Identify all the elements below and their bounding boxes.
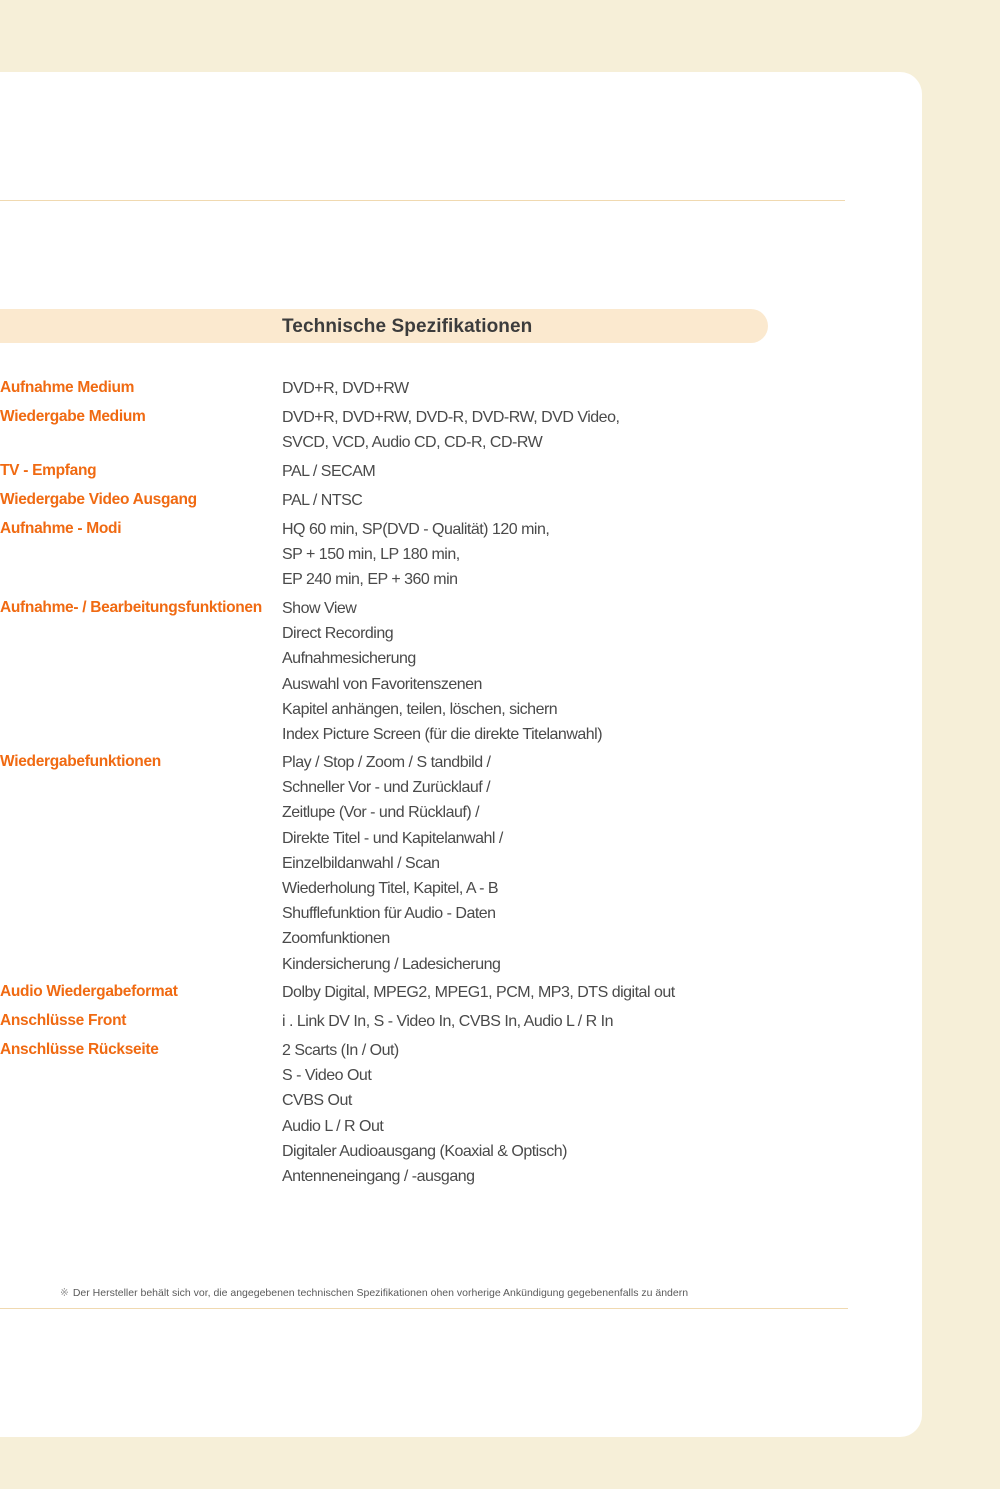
spec-values (282, 1012, 613, 1037)
spec-value: Audio L / R Out (282, 1117, 384, 1135)
spec-value: SVCD, VCD, Audio CD, CD-R, CD-RW (282, 434, 543, 452)
spec-value: Play / Stop / Zoom / S tandbild / (282, 754, 491, 771)
spec-value: Aufnahmesicherung (282, 650, 416, 668)
spec-label: Aufnahme - Modi (0, 520, 122, 537)
spec-value: Index Picture Screen (für die direkte Titelanwahl) (282, 725, 603, 743)
spec-value: Schneller Vor - und Zurücklauf / (282, 779, 491, 797)
disclaimer-text: Der Hersteller behält sich vor, die angegebenen technischen Spezifikationen ohen vorherige Ankündigung gegebenenfalls zu ändern (72, 1287, 689, 1299)
spec-values (282, 379, 409, 404)
spec-value: i . Link DV In, S - Video In, CVBS In, Audio L / R In (282, 1013, 614, 1030)
bottom-divider (0, 1308, 848, 1309)
top-divider (0, 200, 845, 201)
spec-values (282, 983, 675, 1008)
spec-value: Shufflefunktion für Audio - Daten (282, 905, 496, 923)
spec-label: Aufnahme- / Bearbeitungsfunktionen (0, 599, 262, 616)
spec-value: 2 Scarts (In / Out) (282, 1042, 399, 1059)
title-banner (0, 309, 768, 343)
spec-value: PAL / SECAM (282, 463, 376, 480)
spec-value: Einzelbildanwahl / Scan (282, 854, 440, 872)
spec-label: Wiedergabefunktionen (0, 753, 161, 770)
spec-values (282, 491, 362, 516)
spec-label: Wiedergabe Video Ausgang (0, 491, 197, 508)
spec-label: Aufnahme Medium (0, 379, 135, 396)
spec-value: CVBS Out (282, 1092, 352, 1110)
spec-values (282, 408, 619, 458)
spec-value: Wiederholung Titel, Kapitel, A - B (282, 879, 499, 897)
spec-values (282, 753, 503, 980)
spec-value: Direct Recording (282, 625, 394, 643)
spec-label: Wiedergabe Medium (0, 408, 146, 425)
disclaimer-footnote (60, 1287, 688, 1299)
spec-value: Dolby Digital, MPEG2, MPEG1, PCM, MP3, DTS digital out (282, 984, 675, 1001)
spec-value: S - Video Out (282, 1067, 372, 1085)
spec-value: Zeitlupe (Vor - und Rücklauf) / (282, 804, 480, 822)
spec-value: EP 240 min, EP + 360 min (282, 571, 458, 589)
page-title: Technische Spezifikationen (282, 316, 533, 337)
spec-value: Auswahl von Favoritenszenen (282, 675, 482, 693)
spec-page (0, 72, 922, 1437)
spec-value: Zoomfunktionen (282, 930, 390, 948)
spec-values (282, 520, 549, 596)
spec-value: HQ 60 min, SP(DVD - Qualität) 120 min, (282, 521, 550, 538)
reference-mark-icon: ※ (60, 1287, 69, 1299)
spec-label: Anschlüsse Front (0, 1012, 127, 1029)
spec-value: Direkte Titel - und Kapitelanwahl / (282, 829, 503, 847)
spec-value: Kindersicherung / Ladesicherung (282, 955, 501, 973)
spec-values (282, 462, 375, 487)
spec-value: Kapitel anhängen, teilen, löschen, sichern (282, 700, 558, 718)
spec-values (282, 599, 602, 750)
spec-label: Audio Wiedergabeformat (0, 983, 178, 1000)
spec-value: DVD+R, DVD+RW (282, 380, 409, 397)
spec-value: SP + 150 min, LP 180 min, (282, 546, 460, 564)
spec-label: Anschlüsse Rückseite (0, 1041, 159, 1058)
spec-value: DVD+R, DVD+RW, DVD-R, DVD-RW, DVD Video, (282, 409, 620, 426)
spec-label: TV - Empfang (0, 462, 97, 479)
spec-value: PAL / NTSC (282, 492, 363, 509)
spec-value: Show View (282, 600, 357, 617)
spec-values (282, 1041, 567, 1192)
spec-value: Antenneneingang / -ausgang (282, 1167, 475, 1185)
spec-value: Digitaler Audioausgang (Koaxial & Optisch) (282, 1142, 567, 1160)
